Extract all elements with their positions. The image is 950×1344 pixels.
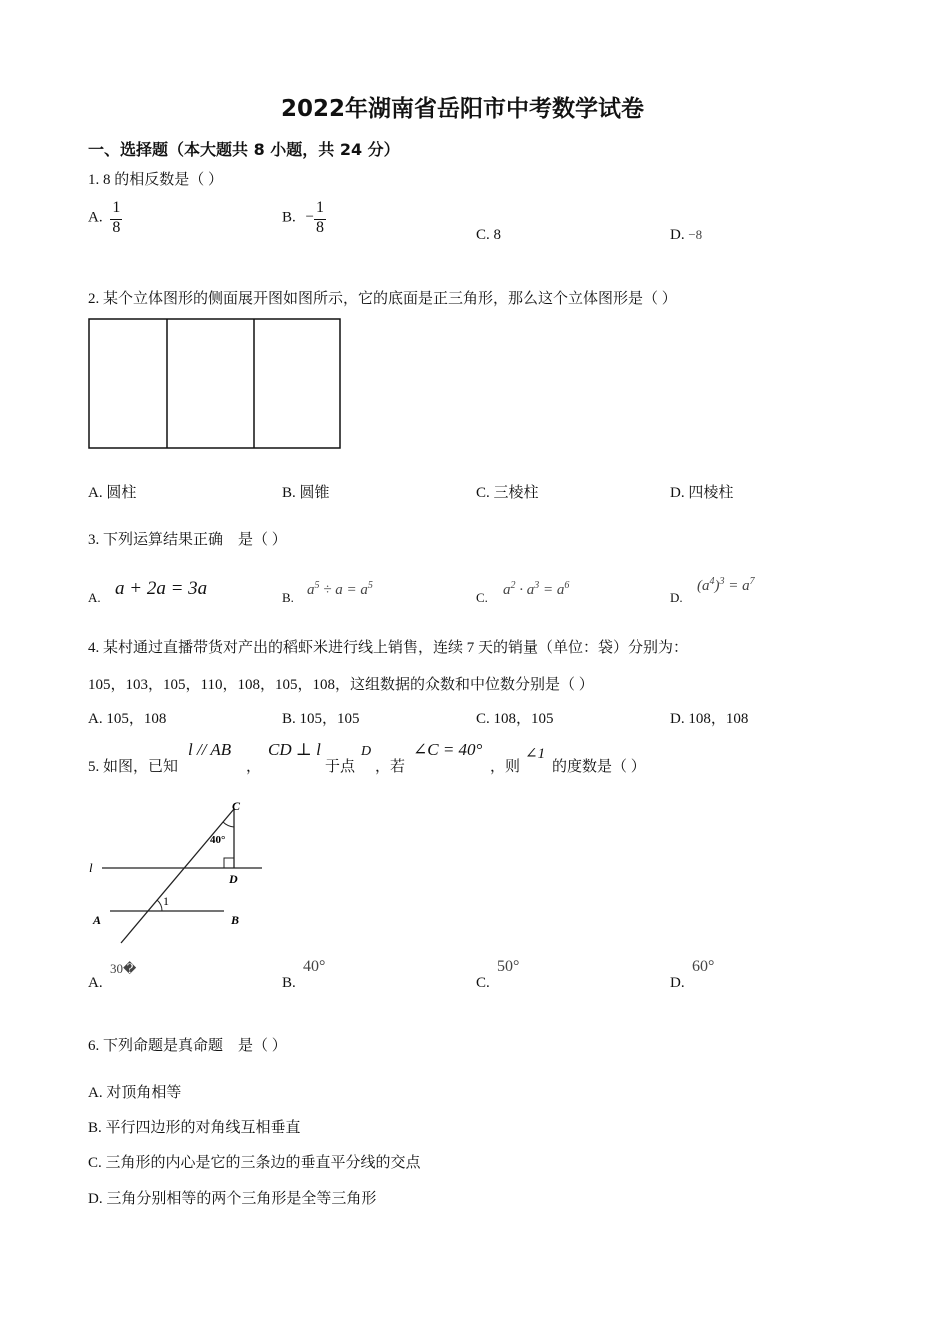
label-c: C [232, 799, 241, 813]
q4-option-a[interactable]: A. 105，108 [88, 711, 167, 727]
q5-option-b[interactable]: 40° [303, 958, 326, 975]
label-angle-40: 40° [210, 834, 226, 846]
q3-option-c-label: C. [476, 590, 488, 605]
label-b: B [231, 913, 240, 927]
q5-stem-part-1: 5. 如图，已知 [88, 759, 179, 775]
option-label: A. [88, 209, 103, 226]
q5-option-d-label: D. [670, 975, 685, 991]
denominator: 8 [315, 219, 324, 236]
label-d: D [229, 872, 238, 886]
option-label: D. [670, 227, 685, 243]
numerator: 1 [112, 199, 121, 216]
q1-option-a[interactable] [88, 200, 122, 236]
q5-math-perpendicular: CD ⊥ l [268, 740, 321, 759]
fraction [110, 200, 122, 236]
q5-stem-part-6: 的度数是（ ） [552, 759, 646, 775]
q5-math-angle-1: ∠1 [525, 746, 546, 762]
q3-option-a[interactable]: a + 2a = 3a [115, 578, 208, 599]
q5-option-a-label: A. [88, 975, 103, 991]
minus-sign: − [305, 209, 314, 226]
transversal-line [121, 809, 234, 943]
q3-option-d[interactable]: $(a^4)^3 = a^7$ [697, 576, 755, 594]
question-1-stem: 1. 8 的相反数是（ ） [88, 172, 224, 188]
question-6-stem: 6. 下列命题是真命题 是（ ） [88, 1038, 287, 1054]
q6-option-d[interactable]: D. 三角分别相等的两个三角形是全等三角形 [88, 1191, 377, 1207]
q3-option-b-label: B. [282, 590, 294, 605]
q3-option-d-label: D. [670, 590, 683, 605]
q5-option-c[interactable]: 50° [497, 958, 520, 975]
geometry-figure [86, 795, 271, 950]
q5-option-a[interactable]: 30� [110, 961, 137, 976]
q5-option-b-label: B. [282, 975, 296, 991]
numerator: 1 [315, 199, 324, 216]
question-4-stem: 4. 某村通过直播带货对产出的稻虾米进行线上销售，连续 7 天的销量（单位：袋）分别为： [88, 640, 689, 656]
question-3-stem: 3. 下列运算结果正确 是（ ） [88, 532, 287, 548]
unfolded-net-figure [88, 318, 342, 450]
q1-option-b[interactable] [282, 200, 326, 236]
q2-option-c[interactable]: C. 三棱柱 [476, 485, 539, 501]
q2-option-d[interactable]: D. 四棱柱 [670, 485, 734, 501]
q5-stem-part-2: ， [246, 759, 262, 775]
section-heading: 一、选择题（本大题共 8 小题，共 24 分） [88, 140, 400, 159]
q5-option-c-label: C. [476, 975, 490, 991]
label-l: l [89, 860, 93, 875]
q5-stem-part-4: ，若 [375, 759, 406, 775]
q6-option-b[interactable]: B. 平行四边形的对角线互相垂直 [88, 1120, 301, 1136]
q3-option-c[interactable]: $a^2 \cdot a^3 = a^6$ [503, 580, 570, 598]
q6-option-c[interactable]: C. 三角形的内心是它的三条边的垂直平分线的交点 [88, 1155, 421, 1171]
q5-stem-part-5: ，则 [490, 759, 521, 775]
q2-option-a[interactable]: A. 圆柱 [88, 485, 137, 501]
page-title: 2022年湖南省岳阳市中考数学试卷 [281, 96, 645, 122]
fraction [314, 200, 326, 236]
question-2-stem: 2. 某个立体图形的侧面展开图如图所示，它的底面是正三角形，那么这个立体图形是（ ） [88, 291, 677, 307]
q4-option-c[interactable]: C. 108，105 [476, 711, 554, 727]
q6-option-a[interactable]: A. 对顶角相等 [88, 1085, 182, 1101]
q5-math-angle-c: ∠C = 40° [413, 740, 483, 759]
label-angle-1: 1 [163, 894, 169, 908]
q5-stem-part-3: 于点 [325, 759, 356, 775]
angle-1-arc [157, 900, 162, 911]
right-angle-mark [224, 858, 234, 868]
label-a: A [93, 913, 102, 927]
q4-option-d[interactable]: D. 108，108 [670, 711, 749, 727]
q1-option-c[interactable]: C. 8 [476, 227, 502, 243]
q1-option-d[interactable] [670, 227, 702, 244]
q4-option-b[interactable]: B. 105，105 [282, 711, 360, 727]
q5-option-d[interactable]: 60° [692, 958, 715, 975]
q2-option-b[interactable]: B. 圆锥 [282, 485, 330, 501]
q5-math-point: D [361, 744, 372, 759]
q3-option-b[interactable]: $a^5 \div a = a^5$ [307, 580, 373, 598]
option-label: B. [282, 209, 296, 226]
net-outline [89, 319, 340, 448]
denominator: 8 [112, 219, 121, 236]
q3-option-a-label: A. [88, 590, 101, 605]
q5-math-parallel: l // AB [188, 740, 232, 759]
option-value: −8 [688, 227, 703, 242]
angle-c-arc [223, 822, 234, 827]
question-4-stem-2: 105，103，105，110，108，105，108，这组数据的众数和中位数分别是（ ） [88, 677, 594, 693]
